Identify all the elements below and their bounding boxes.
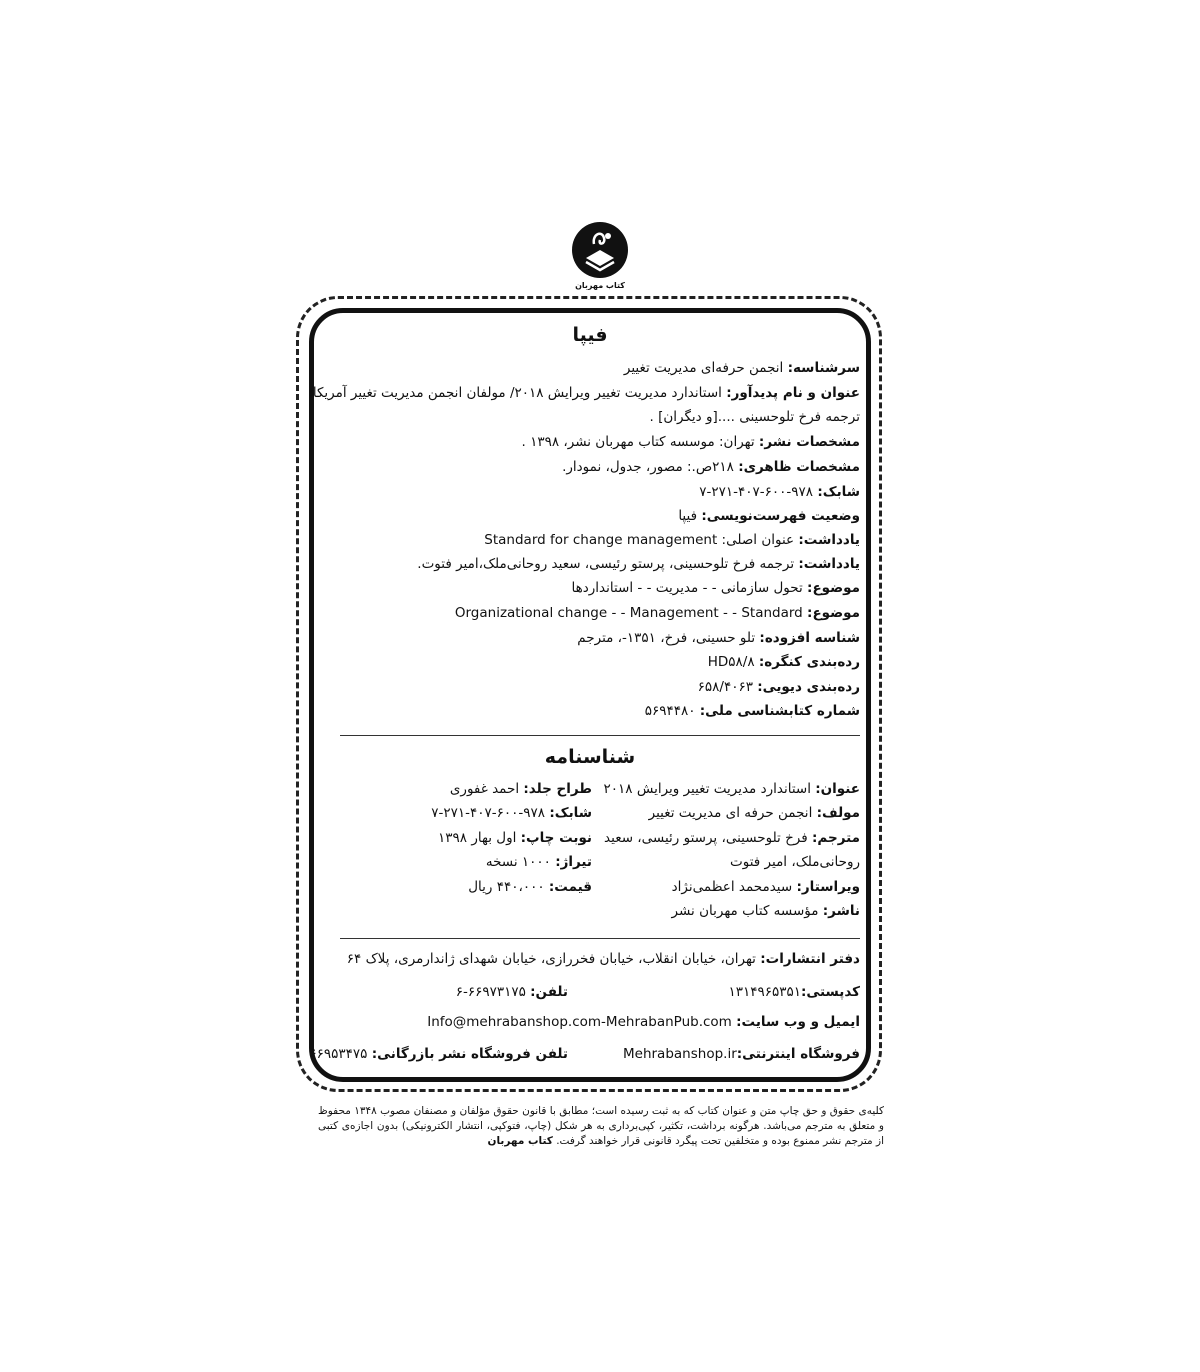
divider (340, 938, 860, 939)
online-shop: فروشگاه اینترنتی:Mehrabanshop.ir (623, 1046, 860, 1062)
shenasnameh-left-line: طراح جلد: احمد غفوری (449, 781, 592, 797)
shenasnameh-left-line: نوبت چاپ: اول بهار ۱۳۹۸ (438, 830, 592, 846)
office-address: دفتر انتشارات: تهران، خیابان انقلاب، خیابان فخررازی، خیابان شهدای ژاندارمری، پلاک ۶۴ (346, 951, 860, 967)
publisher-name: کتاب مهربان (487, 1135, 553, 1147)
divider (340, 735, 860, 736)
shenasnameh-left-line: تیراژ: ۱۰۰۰ نسخه (485, 854, 592, 870)
phone: تلفن: ۶۶۹۷۳۱۷۵-۶ (455, 984, 568, 1000)
fipa-line: مشخصات ظاهری: ۲۱۸ص.: مصور، جدول، نمودار. (562, 459, 860, 475)
shenasnameh-right-line: عنوان: استاندارد مدیریت تغییر ویرایش ۲۰۱۸ (603, 781, 860, 797)
postal-code: کدپستی:۱۳۱۴۹۶۵۳۵۱ (728, 984, 860, 1000)
fipa-line: موضوع: Organizational change - - Management - - Standard (454, 605, 860, 621)
shenasnameh-right-line: مولف: انجمن حرفه ای مدیریت تغییر (648, 805, 860, 821)
fipa-line: شابک: ۹۷۸-۶۰۰-۴۰۷-۲۷۱-۷ (699, 484, 860, 500)
fipa-line: رده‌بندی کنگره: HD۵۸/۸ (707, 654, 860, 670)
fipa-line: مشخصات نشر: تهران: موسسه کتاب مهربان نشر، ۱۳۹۸ . (521, 434, 860, 450)
shenasnameh-title: شناسنامه (544, 746, 636, 768)
publisher-logo (567, 222, 633, 292)
fipa-line: شناسه افزوده: تلو حسینی، فرخ، ۱۳۵۱-، مترجم (577, 630, 860, 646)
logo-caption: کتاب مهربان (575, 281, 625, 290)
fipa-line: وضعیت فهرست‌نویسی: فیپا (678, 508, 860, 524)
fipa-line: یادداشت: ترجمه فرخ تلوحسینی، پرستو رئیسی، سعید روحانی‌ملک،امیر فتوت. (417, 556, 860, 572)
shenasnameh-right-line: ناشر: مؤسسه کتاب مهربان نشر (671, 903, 860, 919)
shenasnameh-left-line: قیمت: ۴۴۰،۰۰۰ ریال (468, 879, 592, 895)
fipa-line: رده‌بندی دیویی: ۶۵۸/۴۰۶۳ (697, 679, 860, 695)
fipa-line: ترجمه فرخ تلوحسینی ....[و دیگران] . (649, 409, 860, 425)
email-website: ایمیل و وب سایت: Info@mehrabanshop.com-MehrabanPub.com (427, 1014, 860, 1030)
logo-emblem (572, 222, 628, 278)
fipa-line: سرشناسه: انجمن حرفه‌ای مدیریت تغییر (623, 360, 860, 376)
shenasnameh-right-line: مترجم: فرخ تلوحسینی، پرستو رئیسی، سعید (604, 830, 860, 846)
shenasnameh-right-line: ویراستار: سیدمحمد اعظمی‌نژاد (671, 879, 860, 895)
shenasnameh-right-line: روحانی‌ملک، امیر فتوت (730, 854, 860, 870)
fipa-line: موضوع: تحول سازمانی - - مدیریت - - استانداردها (571, 580, 860, 596)
copyright-notice: کلیه‌ی حقوق و حق چاپ متن و عنوان کتاب که به ثبت رسیده است؛ مطابق با قانون حقوق مؤلفان و مصنفان مصوب ۱۳۴۸ محفوظ و متعلق به مترجم می‌باشد. هرگونه برداشت، تکثیر، کپی‌برداری به هر شکل (چاپ، فتوکپی، انتشار الکترونیکی) بدون اجازه‌ی کتبی از مترجم نشر ممنوع بوده و متخلفین تحت پیگرد قانونی قرار خواهند گرفت. کتاب مهربان (318, 1105, 885, 1147)
fipa-line: شماره کتابشناسی ملی: ۵۶۹۴۴۸۰ (644, 703, 860, 719)
fipa-line: عنوان و نام پدیدآور: استاندارد مدیریت تغییر ویرایش ۲۰۱۸/ مولفان انجمن مدیریت تغییر آمریکا؛ (308, 385, 860, 401)
shenasnameh-left-line: شابک: ۹۷۸-۶۰۰-۴۰۷-۲۷۱-۷ (431, 805, 592, 821)
fipa-title: فیپا (572, 324, 608, 346)
fipa-line: یادداشت: عنوان اصلی: Standard for change management (484, 532, 860, 548)
shop-phone: تلفن فروشگاه نشر بازرگانی: ۶۶۹۵۳۴۷۵ (309, 1046, 568, 1062)
